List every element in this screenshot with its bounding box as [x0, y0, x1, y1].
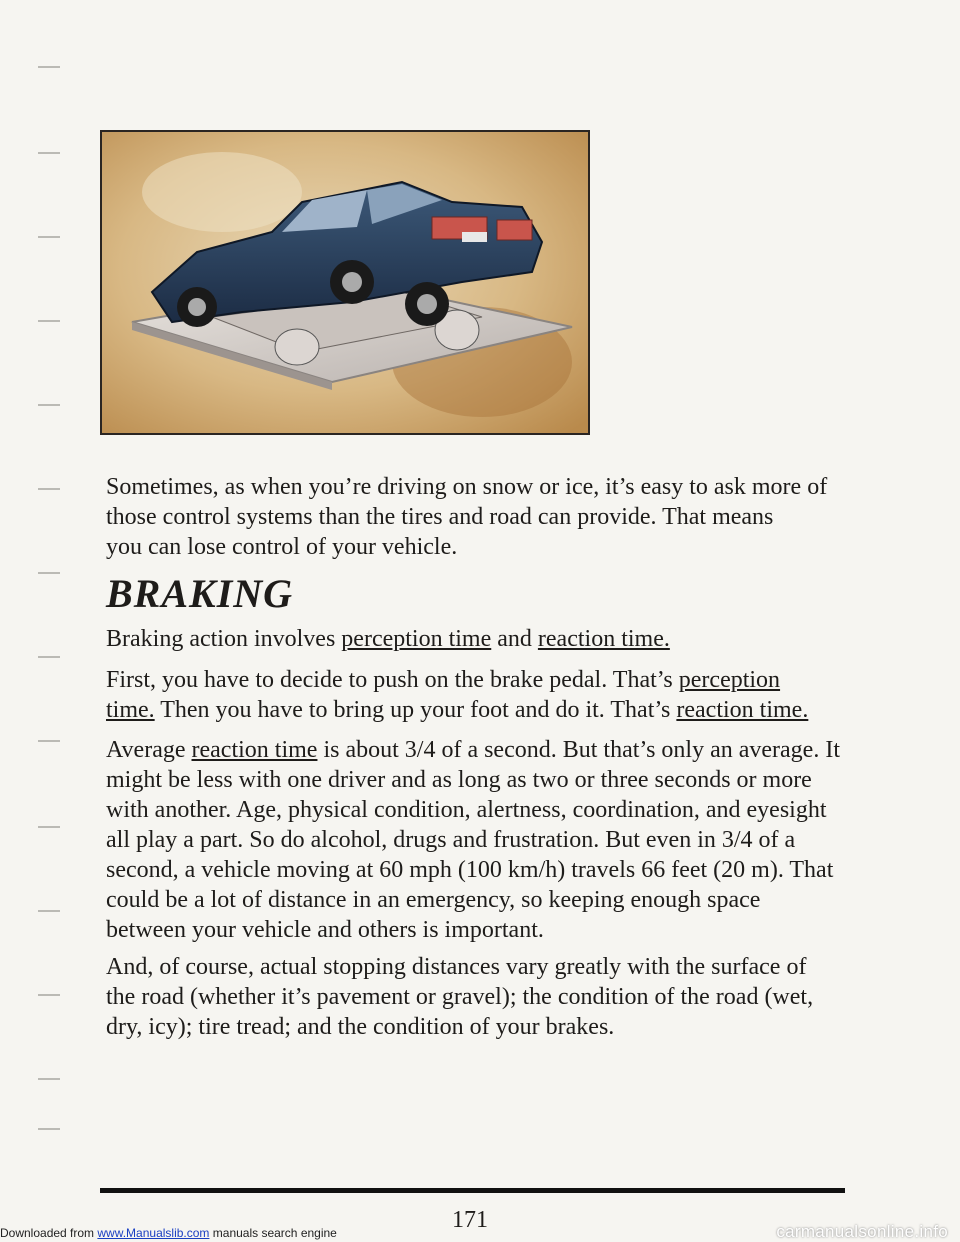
- margin-tick: [38, 656, 60, 658]
- margin-tick: [38, 66, 60, 68]
- intro-line-2: those control systems than the tires and road can provide. That means: [106, 504, 774, 530]
- reaction-time-link[interactable]: reaction time.: [537, 626, 670, 652]
- section-heading: BRAKING: [106, 571, 294, 616]
- margin-tick: [38, 740, 60, 742]
- footer-text: manuals search engine: [209, 1226, 337, 1240]
- margin-tick: [38, 1078, 60, 1080]
- perception-time-link[interactable]: perception: [678, 667, 781, 693]
- page-number: 171: [452, 1207, 488, 1233]
- margin-tick: [38, 488, 60, 490]
- first-paragraph: [106, 665, 841, 725]
- margin-tick: [38, 826, 60, 828]
- text-span: is about 3/4 of a second. But that’s only an average. It might be less with one driver and as long as two or three seconds or more with another. Age, physical condition, alertness, coordination, and eyesight all play a part. So do alcohol, drugs and frustration. But even in 3/4 of a second, a vehicle moving at 60 mph (100 km/h) travels 66 feet (20 m). That could be a lot of distance in an emergency, so keeping enough space between your vehicle and others is important.: [106, 737, 840, 943]
- manualslib-link[interactable]: www.Manualslib.com: [97, 1226, 210, 1240]
- stopping-paragraph: And, of course, actual stopping distances vary greatly with the surface of the road (whether it’s pavement or gravel); the condition of the road (wet, dry, icy); tire tread; and the condition of your brakes.: [106, 954, 814, 1040]
- text-span: Average: [106, 737, 192, 763]
- text-span: Braking action involves: [106, 626, 342, 652]
- average-paragraph: [106, 735, 841, 945]
- download-footer: [0, 1226, 337, 1240]
- intro-line-3: you can lose control of your vehicle.: [106, 534, 458, 560]
- margin-tick: [38, 404, 60, 406]
- intro-paragraph: [106, 472, 841, 562]
- text-span: First, you have to decide to push on the brake pedal. That’s: [106, 667, 679, 693]
- text-span: Then you have to bring up your foot and do it. That’s: [154, 697, 677, 723]
- perception-time-link[interactable]: perception time: [341, 626, 492, 652]
- watermark: carmanualsonline.info: [776, 1222, 948, 1241]
- reaction-time-link[interactable]: reaction time: [191, 737, 318, 763]
- intro-line-1: Sometimes, as when you’re driving on snow or ice, it’s easy to ask more of: [106, 474, 828, 500]
- footer-rule: [100, 1188, 845, 1193]
- text-span: and: [491, 626, 538, 652]
- margin-tick: [38, 994, 60, 996]
- margin-tick: [38, 320, 60, 322]
- footer-text: Downloaded from: [0, 1226, 98, 1240]
- margin-tick: [38, 572, 60, 574]
- margin-tick: [38, 152, 60, 154]
- margin-tick: [38, 910, 60, 912]
- car-illustration: [100, 130, 590, 435]
- perception-time-link-cont[interactable]: time.: [106, 697, 155, 723]
- reaction-time-link[interactable]: reaction time.: [676, 697, 809, 723]
- margin-tick: [38, 236, 60, 238]
- margin-tick: [38, 1128, 60, 1130]
- braking-action-paragraph: [106, 624, 841, 654]
